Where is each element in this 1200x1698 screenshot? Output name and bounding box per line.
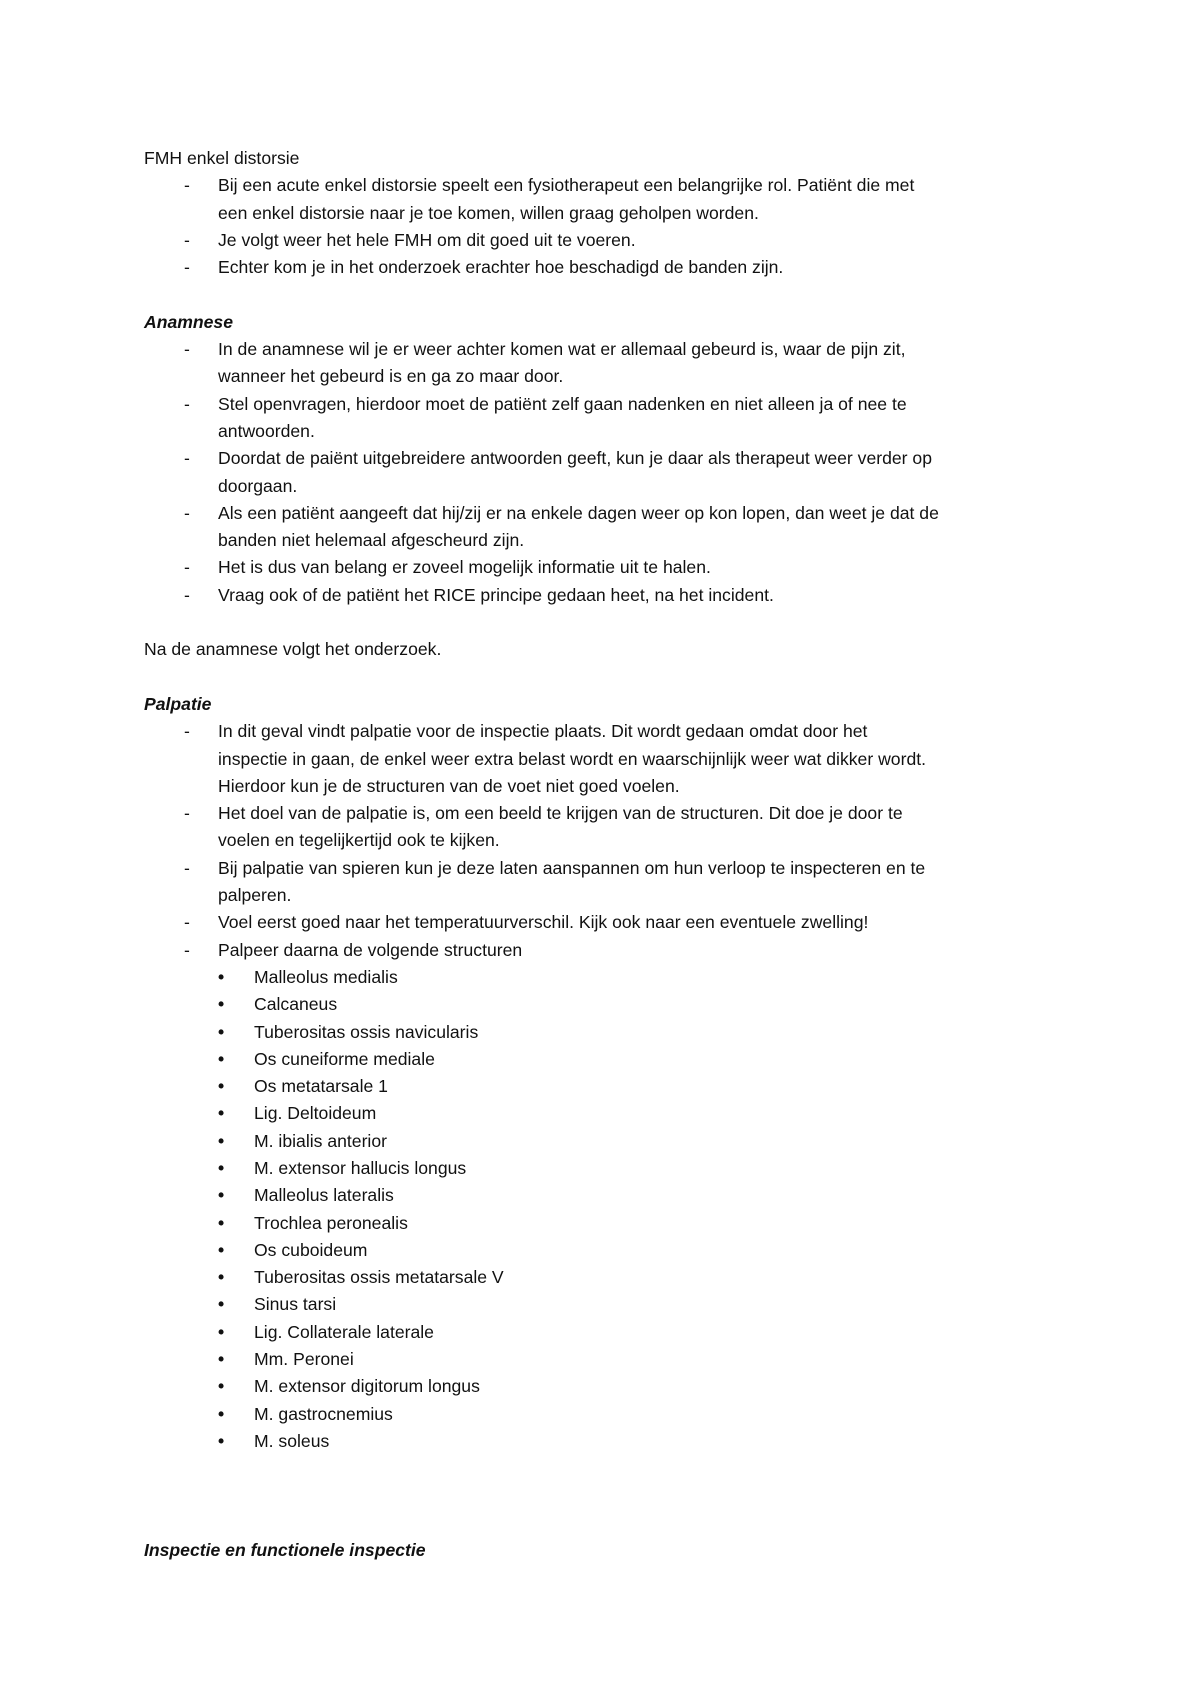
intro-item-line: - Bij een acute enkel distorsie speelt een fysiotherapeut een belangrijke rol. Patiënt die met [218, 175, 915, 196]
anamnese-item [144, 582, 1064, 609]
anamnese-list [144, 336, 1064, 609]
anamnese-item-line: - Als een patiënt aangeeft dat hij/zij er na enkele dagen weer op kon lopen, dan weet je dat de [218, 502, 939, 523]
structure-item: • Lig. Collaterale laterale [144, 1319, 1064, 1346]
anamnese-item-line: - Stel openvragen, hierdoor moet de patiënt zelf gaan nadenken en niet alleen ja of nee te [218, 393, 907, 414]
palpatie-item [144, 855, 1064, 910]
structures-list [144, 964, 1064, 1455]
anamnese-item-line: - In de anamnese wil je er weer achter komen wat er allemaal gebeurd is, waar de pijn zit, [218, 339, 906, 360]
palpatie-item-line: - Bij palpatie van spieren kun je deze laten aanspannen om hun verloop te inspecteren en te [218, 857, 926, 878]
spacer [144, 609, 1064, 636]
structure-item: • Calcaneus [144, 991, 1064, 1018]
spacer [144, 664, 1064, 691]
anamnese-item-line: antwoorden. [218, 420, 315, 441]
palpatie-item-line: - Palpeer daarna de volgende structuren [218, 939, 523, 960]
palpatie-item [144, 937, 1064, 964]
structure-item: • Lig. Deltoideum [144, 1100, 1064, 1127]
anamnese-item-line: - Vraag ook of de patiënt het RICE principe gedaan heet, na het incident. [218, 584, 774, 605]
intro-item [144, 227, 1064, 254]
anamnese-item [144, 445, 1064, 500]
intro-item [144, 254, 1064, 281]
anamnese-item [144, 391, 1064, 446]
structure-item: • Tuberositas ossis navicularis [144, 1019, 1064, 1046]
palpatie-item-line: voelen en tegelijkertijd ook te kijken. [218, 830, 500, 851]
structure-item: • M. soleus [144, 1428, 1064, 1455]
document-body [144, 145, 1064, 1565]
document-title: FMH enkel distorsie [144, 148, 300, 168]
anamnese-item [144, 554, 1064, 581]
intro-item-line: - Je volgt weer het hele FMH om dit goed uit te voeren. [218, 229, 636, 250]
palpatie-list [144, 718, 1064, 964]
intro-item [144, 172, 1064, 227]
palpatie-item [144, 800, 1064, 855]
section-heading-palpatie: Palpatie [144, 693, 212, 714]
anamnese-item-line: banden niet helemaal afgescheurd zijn. [218, 530, 525, 551]
anamnese-item [144, 500, 1064, 555]
palpatie-item-line: - In dit geval vindt palpatie voor de inspectie plaats. Dit wordt gedaan omdat door het [218, 721, 868, 742]
palpatie-item-line: - Het doel van de palpatie is, om een beeld te krijgen van de structuren. Dit doe je door te [218, 803, 903, 824]
structure-item: • M. extensor digitorum longus [144, 1373, 1064, 1400]
palpatie-item [144, 718, 1064, 800]
structure-item: • Os metatarsale 1 [144, 1073, 1064, 1100]
section-heading-anamnese: Anamnese [144, 311, 233, 332]
palpatie-item-line: palperen. [218, 885, 292, 906]
spacer [144, 281, 1064, 308]
intro-item-line: - Echter kom je in het onderzoek erachter hoe beschadigd de banden zijn. [218, 257, 784, 278]
anamnese-closing-text: Na de anamnese volgt het onderzoek. [144, 639, 442, 660]
structure-item: • Mm. Peronei [144, 1346, 1064, 1373]
anamnese-item-line: - Doordat de paiënt uitgebreidere antwoorden geeft, kun je daar als therapeut weer verder op [218, 448, 932, 469]
section-heading-inspectie: Inspectie en functionele inspectie [144, 1540, 426, 1561]
palpatie-item-line: - Voel eerst goed naar het temperatuurverschil. Kijk ook naar een eventuele zwelling! [218, 912, 869, 933]
structure-item: • Malleolus medialis [144, 964, 1064, 991]
anamnese-item [144, 336, 1064, 391]
anamnese-item-line: - Het is dus van belang er zoveel mogelijk informatie uit te halen. [218, 557, 711, 578]
structure-item: • Sinus tarsi [144, 1291, 1064, 1318]
structure-item: • Malleolus lateralis [144, 1182, 1064, 1209]
palpatie-item-line: inspectie in gaan, de enkel weer extra belast wordt en waarschijnlijk weer wat dikker wordt. [218, 748, 927, 769]
structure-item: • Os cuneiforme mediale [144, 1046, 1064, 1073]
anamnese-item-line: doorgaan. [218, 475, 298, 496]
structure-item: • M. gastrocnemius [144, 1401, 1064, 1428]
structure-item: • Os cuboideum [144, 1237, 1064, 1264]
intro-list [144, 172, 1064, 281]
structure-item: • Tuberositas ossis metatarsale V [144, 1264, 1064, 1291]
structure-item: • Trochlea peronealis [144, 1210, 1064, 1237]
palpatie-item-line: Hierdoor kun je de structuren van de voet niet goed voelen. [218, 775, 680, 796]
anamnese-item-line: wanneer het gebeurd is en ga zo maar door. [218, 366, 564, 387]
structure-item: • M. ibialis anterior [144, 1128, 1064, 1155]
spacer [144, 1455, 1064, 1537]
intro-item-line: een enkel distorsie naar je toe komen, willen graag geholpen worden. [218, 202, 759, 223]
palpatie-item [144, 909, 1064, 936]
structure-item: • M. extensor hallucis longus [144, 1155, 1064, 1182]
